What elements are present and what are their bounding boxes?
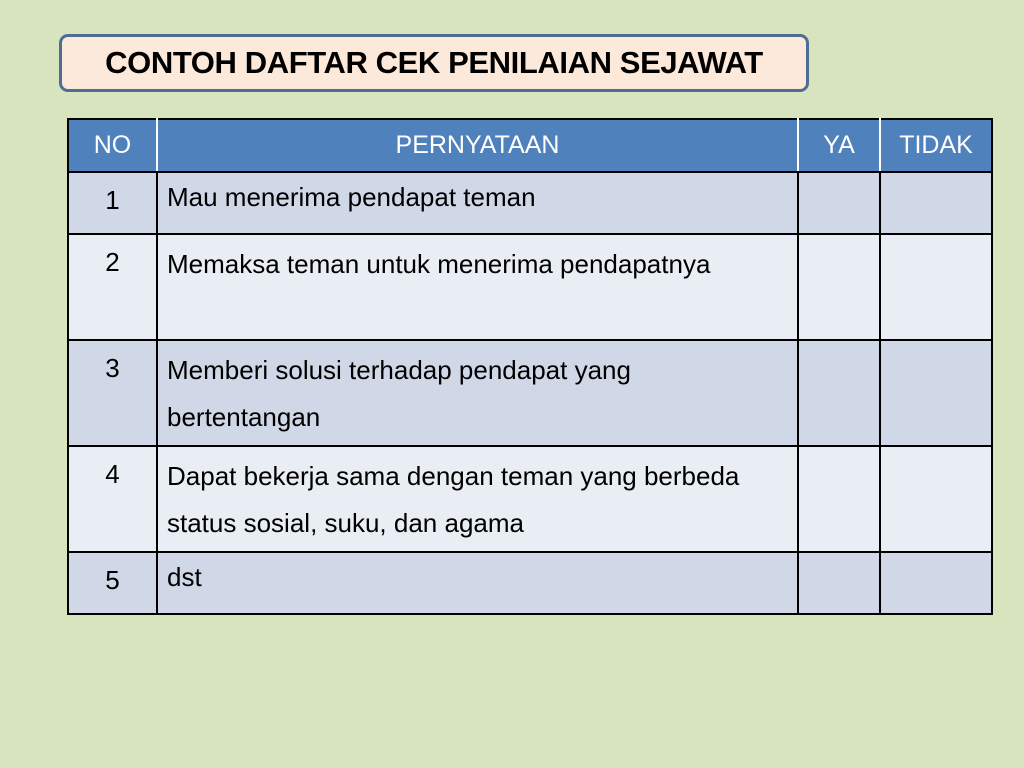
- yes-checkbox-cell[interactable]: [798, 552, 880, 614]
- statement-cell: Mau menerima pendapat teman: [157, 172, 798, 234]
- statement-cell: Memberi solusi terhadap pendapat yang bertentangan: [157, 340, 798, 446]
- table-row: [68, 446, 992, 552]
- statement-cell: Memaksa teman untuk menerima pendapatnya: [157, 234, 798, 340]
- table-header-row: [68, 119, 992, 172]
- yes-checkbox-cell[interactable]: [798, 340, 880, 446]
- row-number: 3: [68, 340, 157, 446]
- table-row: [68, 172, 992, 234]
- header-statement: PERNYATAAN: [157, 119, 798, 172]
- yes-checkbox-cell[interactable]: [798, 234, 880, 340]
- no-checkbox-cell[interactable]: [880, 234, 992, 340]
- row-number: 4: [68, 446, 157, 552]
- header-no: NO: [68, 119, 157, 172]
- statement-cell: Dapat bekerja sama dengan teman yang berbeda status sosial, suku, dan agama: [157, 446, 798, 552]
- row-number: 2: [68, 234, 157, 340]
- table-row: [68, 552, 992, 614]
- no-checkbox-cell[interactable]: [880, 172, 992, 234]
- table-row: [68, 340, 992, 446]
- page-title: CONTOH DAFTAR CEK PENILAIAN SEJAWAT: [105, 45, 763, 80]
- no-checkbox-cell[interactable]: [880, 446, 992, 552]
- yes-checkbox-cell[interactable]: [798, 446, 880, 552]
- peer-assessment-checklist-table: [67, 118, 993, 615]
- statement-cell: dst: [157, 552, 798, 614]
- no-checkbox-cell[interactable]: [880, 552, 992, 614]
- title-box: [59, 34, 809, 92]
- header-yes: YA: [798, 119, 880, 172]
- table-row: [68, 234, 992, 340]
- header-no-answer: TIDAK: [880, 119, 992, 172]
- row-number: 1: [68, 172, 157, 234]
- no-checkbox-cell[interactable]: [880, 340, 992, 446]
- row-number: 5: [68, 552, 157, 614]
- yes-checkbox-cell[interactable]: [798, 172, 880, 234]
